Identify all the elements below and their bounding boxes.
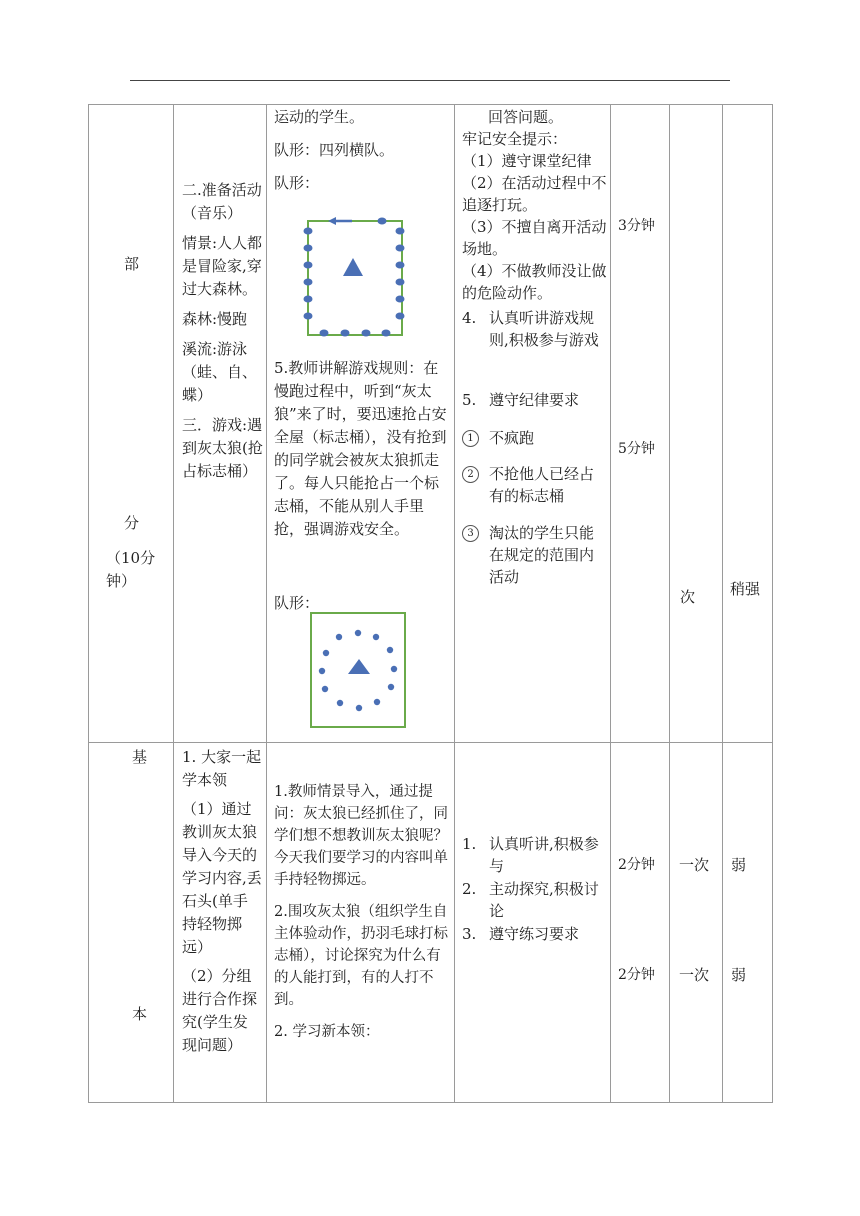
step-1-2: （2）分组进行合作探究(学生发现问题） <box>182 967 258 1054</box>
item-5-text: 遵守纪律要求 <box>489 391 580 409</box>
rule-sub-1 <box>462 427 608 449</box>
student-lower-1 <box>462 833 608 877</box>
forest-text: 森林:慢跑 <box>182 310 248 328</box>
formation-text: 队形：四列横队。 <box>274 141 395 159</box>
rule-sub-1-text: 不疯跑 <box>489 429 535 447</box>
table-divider <box>266 104 267 1103</box>
circled-number: 3 <box>462 525 479 542</box>
section-label-ji: 基 <box>132 748 148 766</box>
table-divider <box>669 104 670 1103</box>
formation-diagram-lines <box>302 214 408 338</box>
lower-1-text: 认真听讲,积极参与 <box>489 835 599 875</box>
circle-formation-diagram <box>310 612 406 728</box>
game-text: 三．游戏:遇到灰太狼(抢占标志桶） <box>182 416 263 480</box>
table-divider <box>454 104 455 1103</box>
safety-1: （1）遵守课堂纪律 <box>462 152 592 170</box>
intro-text: 1.教师情景导入，通过提问：灰太狼已经抓住了，同学们想不想教训灰太狼呢？今天我们要学习的内容叫单手持轻物掷远。 <box>274 784 448 888</box>
student-lower-2 <box>462 878 608 922</box>
answer-text: 回答问题。 <box>488 108 564 126</box>
game-rules: 5.教师讲解游戏规则：在慢跑过程中，听到“灰太狼”来了时，要迅速抢占安全屋（标志桶），没有抢到的同学就会被灰太狼抓走了。每人只能抢占一个标志桶，不能从别人手里抢，强调游戏安全。 <box>274 359 447 538</box>
formation-label: 队形： <box>274 174 320 192</box>
safety-title: 牢记安全提示： <box>462 130 568 148</box>
step-1: 1. 大家一起学本领 <box>182 748 262 789</box>
prep-title: 二.准备活动（音乐） <box>182 181 262 222</box>
formation-label-2: 队形： <box>274 594 320 612</box>
item-4-text: 认真听讲游戏规则,积极参与游戏 <box>489 309 599 349</box>
safety-3: （3）不擅自离开活动场地。 <box>462 218 607 258</box>
step-1-1: （1）通过教训灰太狼导入今天的学习内容,丢石头(单手持轻物掷远） <box>182 800 262 956</box>
student-lower-3 <box>462 923 608 945</box>
duration-1: 3分钟 <box>618 218 655 234</box>
table-divider <box>173 104 174 1103</box>
table-row-divider <box>88 742 773 743</box>
safety-2: （2）在活动过程中不追逐打玩。 <box>462 174 607 214</box>
duration-2: 5分钟 <box>618 441 655 457</box>
rule-sub-3-text: 淘汰的学生只能在规定的范围内活动 <box>489 524 595 586</box>
intensity-1: 稍强 <box>730 580 761 598</box>
header-rule <box>130 80 730 81</box>
teacher-lower <box>274 781 450 1043</box>
student-item-4 <box>462 307 608 351</box>
duration-4: 2分钟 <box>618 967 655 983</box>
activity-line: 运动的学生。 <box>274 108 365 126</box>
new-skill-text: 2. 学习新本领： <box>274 1024 380 1040</box>
safety-4: （4）不做教师没让做的危险动作。 <box>462 262 607 302</box>
table-divider <box>722 104 723 1103</box>
lower-2-text: 主动探究,积极讨论 <box>489 880 599 920</box>
section-label-bu: 部 <box>124 255 140 273</box>
intensity-2: 弱 <box>731 856 747 874</box>
count-label: 次 <box>680 588 696 606</box>
item-5-number: 5. <box>462 391 477 409</box>
table-border-right <box>772 104 773 1103</box>
lower-3-text: 遵守练习要求 <box>489 925 580 943</box>
scene-text: 情景:人人都是冒险家,穿过大森林。 <box>182 234 263 298</box>
rule-sub-2-text: 不抢他人已经占有的标志桶 <box>489 465 595 505</box>
table-border-left <box>88 104 89 1103</box>
count-2: 一次 <box>679 966 710 984</box>
intensity-3: 弱 <box>731 966 747 984</box>
lower-3-number: 3. <box>462 925 477 943</box>
section-label-fen: 分 <box>124 514 140 532</box>
circled-number: 1 <box>462 430 479 447</box>
lower-2-number: 2. <box>462 880 477 898</box>
attack-text: 2.围攻灰太狼（组织学生自主体验动作，扔羽毛球打标志桶），讨论探究为什么有的人能打到，有的人打不到。 <box>274 904 448 1008</box>
circled-number: 2 <box>462 466 479 483</box>
duration-3: 2分钟 <box>618 857 655 873</box>
learning-steps <box>182 746 262 1057</box>
count-1: 一次 <box>679 856 710 874</box>
rule-sub-3 <box>462 522 608 588</box>
prep-activity-title <box>182 179 264 483</box>
teacher-activity <box>274 106 448 195</box>
section-label-ben: 本 <box>132 1005 148 1023</box>
table-divider <box>610 104 611 1103</box>
table-border-top <box>88 104 773 105</box>
section-duration: （10分钟） <box>106 549 156 590</box>
table-border-bottom <box>88 1102 773 1103</box>
lower-1-number: 1. <box>462 835 477 853</box>
stream-text: 溪流:游泳（蛙、自、蝶） <box>182 340 258 404</box>
student-item-5 <box>462 389 608 411</box>
item-4-number: 4. <box>462 309 477 327</box>
rule-sub-2 <box>462 463 608 507</box>
student-activity <box>462 106 608 304</box>
